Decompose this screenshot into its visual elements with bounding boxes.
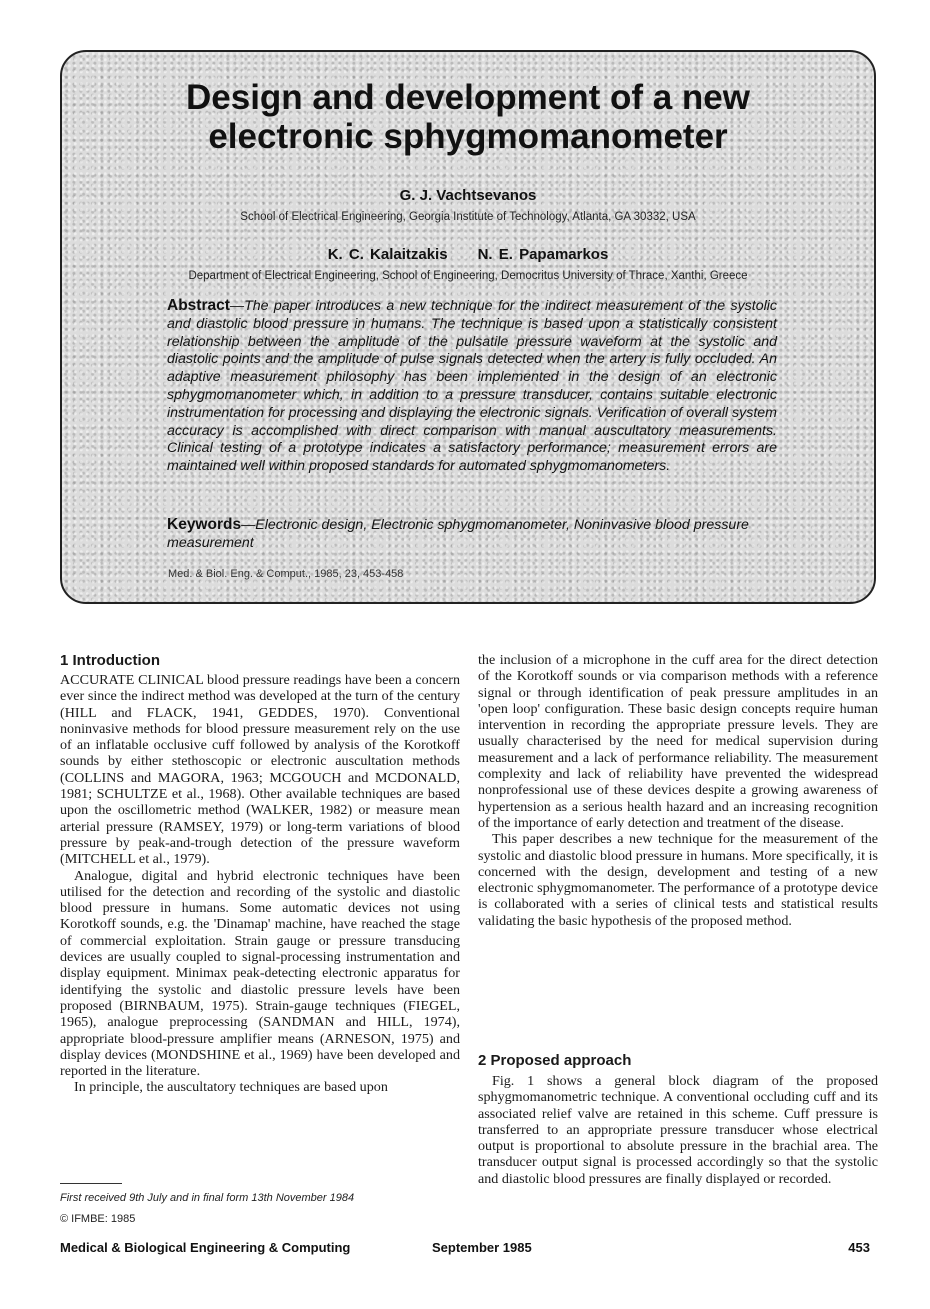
keywords: [167, 516, 777, 553]
left-column: [60, 652, 460, 1096]
citation: Med. & Biol. Eng. & Comput., 1985, 23, 453-458: [168, 568, 404, 580]
section-heading-introduction: 1 Introduction: [60, 652, 160, 669]
right-paragraph-2: This paper describes a new technique for the measurement of the systolic and diastolic blood pressure in humans. More specifically, it is concerned with the design, development and testing of a new electronic sphygmomanometer. The performance of a prototype device is collaborated with a series of clinical tests and statistical results validating the basic hypothesis of the proposed method.: [478, 831, 878, 929]
affiliation-georgia-tech: School of Electrical Engineering, Georgia Institute of Technology, Atlanta, GA 30332, USA: [240, 211, 696, 223]
author-papamarkos: N. E. Papamarkos: [477, 246, 609, 263]
intro-paragraph-1: ACCURATE CLINICAL blood pressure readings have been a concern ever since the indirect method was developed at the turn of the century (HILL and FLACK, 1941, GEDDES, 1970). Conventional noninvasive methods for blood pressure measurement rely on the use of an inflatable occlusive cuff followed by analysis of the Korotkoff sounds by either stethoscopic or electronic auscultation methods (COLLINS and MAGORA, 1963; MCGOUCH and MCDONALD, 1981; SCHULTZE et al., 1968). Other available techniques are based upon the oscillometric method (WALKER, 1982) or measure mean arterial pressure (RAMSEY, 1979) or long-term variations of blood pressure by peak-and-trough detection of the pressure waveform (MITCHELL et al., 1979).: [60, 672, 460, 868]
author-vachtsevanos: G. J. Vachtsevanos: [399, 187, 537, 204]
section-heading-proposed-approach: 2 Proposed approach: [478, 1052, 632, 1069]
authors-line-2: [62, 246, 874, 263]
approach-column: [478, 1073, 878, 1187]
footer-date: September 1985: [432, 1240, 532, 1255]
abstract: [167, 297, 777, 476]
author-kalaitzakis: K. C. Kalaitzakis: [327, 246, 448, 263]
intro-paragraph-2: Analogue, digital and hybrid electronic techniques have been utilised for the detection and recording of the systolic and diastolic blood pressure in humans. Some automatic devices not using Korotkoff sounds, e.g. the 'Dinamap' machine, have reached the stage of commercial exploitation. Strain gauge or pressure transducing devices are usually coupled to signal-processing instrumentation and display equipment. Minimax peak-detecting electronic apparatus for identifying the systolic and diastolic pressure levels have been proposed (BIRNBAUM, 1975). Strain-gauge techniques (FIEGEL, 1965), analogue preprocessing (SANDMAN and HILL, 1974), appropriate blood-pressure amplifier means (ARNESON, 1975) and display devices (MONDSHINE et al., 1969) have been developed and reported in the literature.: [60, 867, 460, 1080]
right-paragraph-1: the inclusion of a microphone in the cuff area for the direct detection of the Korotkoff sounds or via comparison methods with a reference signal or through identification of peak pressure amplitudes in an 'open loop' configuration. These basic design concepts require human intervention in recording the appropriate pressure levels. They are usually characterised by the need for medical supervision during measurement and a lack of performance reliability. The measurement complexity and lack of reliability have prevented the widespread nonprofessional use of these devices despite a growing awareness of hypertension as a serious health hazard and an increasing recognition of the importance of early detection and treatment of the disease.: [478, 652, 878, 831]
footnote-copyright: © IFMBE: 1985: [60, 1213, 136, 1225]
keywords-label: Keywords: [167, 516, 242, 533]
footnote-divider: [60, 1183, 122, 1184]
abstract-text: —The paper introduces a new technique for the indirect measurement of the systolic and diastolic blood pressure in humans. The technique is based upon a statistically consistent relationship between the amplitude of the pulsatile pressure waveform at the systolic and diastolic points and the amplitude of pulse signals detected when the artery is fully occluded. An adaptive measurement philosophy has been implemented in the design of an electronic sphygmomanometer which, in addition to a pressure transducer, contains suitable electronic instrumentation for processing and displaying the electronic signals. Verification of overall system accuracy is accomplished with direct comparison with manual auscultatory measurements. Clinical testing of a prototype indicates a satisfactory performance; measurement errors are maintained well within proposed standards for automated sphygmomanometers.: [167, 298, 777, 475]
title-line-1: Design and development of a new: [186, 78, 750, 117]
title-block: [60, 50, 876, 604]
footer-journal: Medical & Biological Engineering & Computing: [60, 1240, 351, 1255]
title-line-2: electronic sphygmomanometer: [208, 117, 728, 156]
footer-page-number: 453: [848, 1240, 870, 1255]
approach-paragraph-1: Fig. 1 shows a general block diagram of the proposed sphygmomanometric technique. A conventional occluding cuff and its associated relief valve are retained in this scheme. Cuff pressure is transferred to an appropriate pressure transducer whose electrical output is proportional to absolute pressure in the brachial area. The transducer output signal is processed accordingly so that the systolic and diastolic blood pressures are finally displayed or recorded.: [478, 1073, 878, 1187]
paper-title: [62, 78, 874, 156]
intro-paragraph-3: In principle, the auscultatory techniques are based upon: [74, 1079, 388, 1096]
right-column: [478, 652, 878, 929]
affiliation-democritus: Department of Electrical Engineering, School of Engineering, Democritus University of Thrace, Xanthi, Greece: [188, 270, 748, 282]
abstract-label: Abstract: [167, 297, 230, 314]
footnote-received: First received 9th July and in final form 13th November 1984: [60, 1192, 355, 1204]
keywords-text: —Electronic design, Electronic sphygmomanometer, Noninvasive blood pressure measurement: [167, 517, 749, 551]
